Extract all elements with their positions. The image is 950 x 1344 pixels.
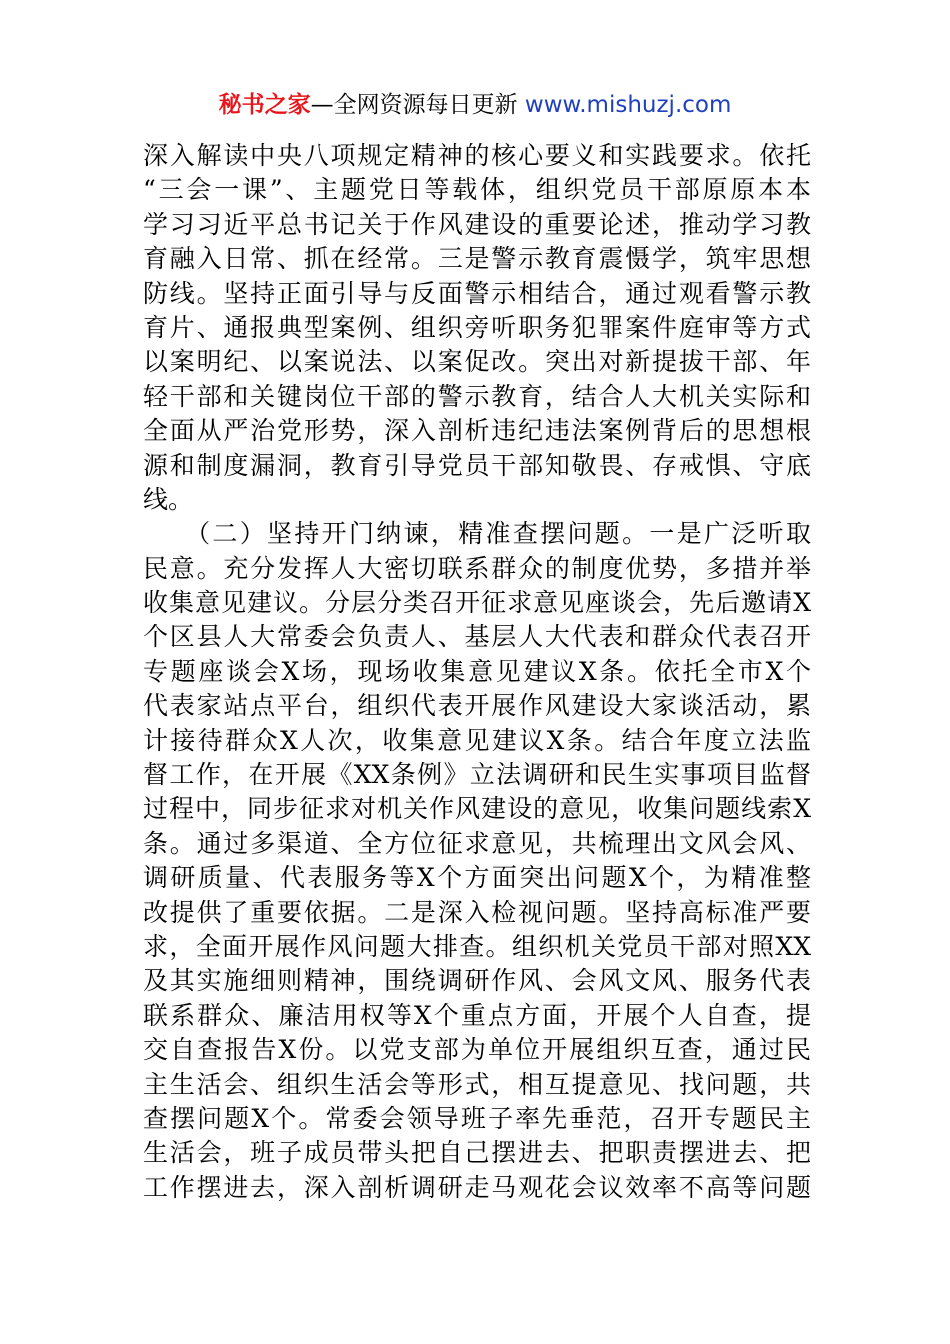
text-line: 育融入日常、抓在经常。三是警示教育震慑学，筑牢思想 [143,244,811,274]
text-line: 生活会，班子成员带头把自己摆进去、把职责摆进去、把 [143,1138,811,1168]
text-line: 深入解读中央八项规定精神的核心要义和实践要求。依托 [143,141,811,170]
page-header [0,88,950,122]
text-line: 全面从严治党形势，深入剖析违纪违法案例背后的思想根 [143,416,811,446]
header-tagline: —全网资源每日更新 [310,92,518,118]
text-line: 条。通过多渠道、全方位征求意见，共梳理出文风会风、 [143,828,811,858]
text-line: 轻干部和关键岗位干部的警示教育，结合人大机关实际和 [143,381,811,411]
text-line: 求，全面开展作风问题大排查。组织机关党员干部对照XX [143,931,811,961]
text-line: 专题座谈会X场，现场收集意见建议X条。依托全市X个 [143,656,811,686]
text-line: 线。 [143,484,194,514]
text-line: 工作摆进去，深入剖析调研走马观花会议效率不高等问题 [143,1172,811,1202]
text-line: 查摆问题X个。常委会领导班子率先垂范，召开专题民主 [143,1103,811,1133]
text-line: 收集意见建议。分层分类召开征求意见座谈会，先后邀请X [143,588,811,618]
text-line: 计接待群众X人次，收集意见建议X条。结合年度立法监 [143,725,811,755]
header-brand: 秘书之家 [218,92,311,118]
text-line: 及其实施细则精神，围绕调研作风、会风文风、服务代表 [143,966,811,996]
text-line: 主生活会、组织生活会等形式，相互提意见、找问题，共 [143,1069,811,1099]
text-line: 源和制度漏洞，教育引导党员干部知敬畏、存戒惧、守底 [143,450,811,480]
text-line: 联系群众、廉洁用权等X个重点方面，开展个人自查，提 [143,1000,811,1030]
text-line: （二）坚持开门纳谏，精准查摆问题。一是广泛听取 [143,519,811,549]
header-url-link[interactable]: www.mishuzj.com [524,92,732,118]
text-line: 过程中，同步征求对机关作风建设的意见，收集问题线索X [143,794,811,824]
text-line: 改提供了重要依据。二是深入检视问题。坚持高标准严要 [143,897,811,927]
text-line: 交自查报告X份。以党支部为单位开展组织互查，通过民 [143,1035,811,1065]
document-body [143,139,811,1205]
text-line: 防线。坚持正面引导与反面警示相结合，通过观看警示教 [143,278,811,308]
text-line: “三会一课”、主题党日等载体，组织党员干部原原本本 [143,175,811,205]
text-line: 学习习近平总书记关于作风建设的重要论述，推动学习教 [143,209,811,239]
text-line: 代表家站点平台，组织代表开展作风建设大家谈活动，累 [143,691,811,721]
text-line: 育片、通报典型案例、组织旁听职务犯罪案件庭审等方式 [143,312,811,342]
text-line: 以案明纪、以案说法、以案促改。突出对新提拔干部、年 [143,347,811,377]
text-line: 督工作，在开展《XX条例》立法调研和民生实事项目监督 [143,760,811,790]
text-line: 调研质量、代表服务等X个方面突出问题X个，为精准整 [143,863,811,893]
text-line: 民意。充分发挥人大密切联系群众的制度优势，多措并举 [143,553,811,583]
text-line: 个区县人大常委会负责人、基层人大代表和群众代表召开 [143,622,811,652]
